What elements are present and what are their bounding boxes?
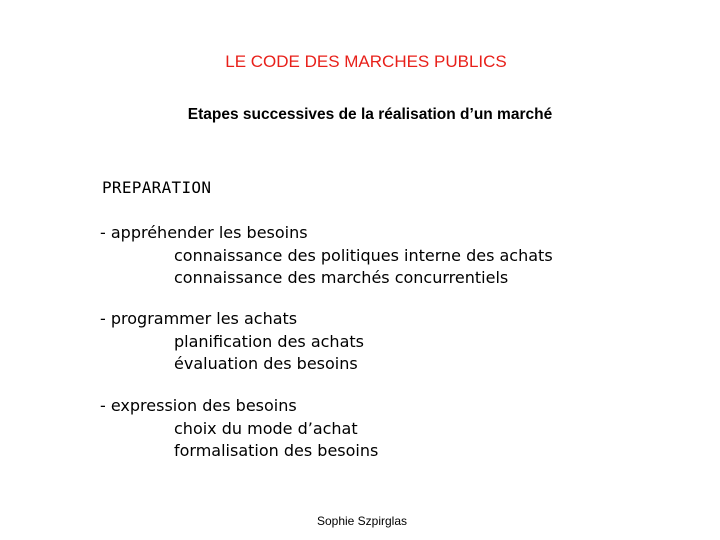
step-item: connaissance des marchés concurrentiels — [174, 268, 509, 287]
step-heading: - programmer les achats — [100, 309, 298, 328]
step-heading: - appréhender les besoins — [100, 223, 308, 242]
step-item: formalisation des besoins — [174, 441, 379, 460]
step-item: choix du mode d’achat — [174, 418, 358, 438]
step-group-3 — [100, 395, 378, 463]
author-footer: Sophie Szpirglas — [316, 514, 408, 528]
step-group-2 — [100, 308, 364, 376]
page-title: LE CODE DES MARCHES PUBLICS — [225, 52, 507, 71]
step-group-1 — [100, 222, 553, 290]
step-item: connaissance des politiques interne des achats — [174, 245, 553, 265]
section-heading: PREPARATION — [102, 178, 212, 197]
page-subtitle: Etapes successives de la réalisation d’un marché — [187, 106, 553, 123]
step-item: planification des achats — [174, 331, 364, 351]
step-item: évaluation des besoins — [174, 354, 358, 373]
step-heading: - expression des besoins — [100, 396, 297, 415]
